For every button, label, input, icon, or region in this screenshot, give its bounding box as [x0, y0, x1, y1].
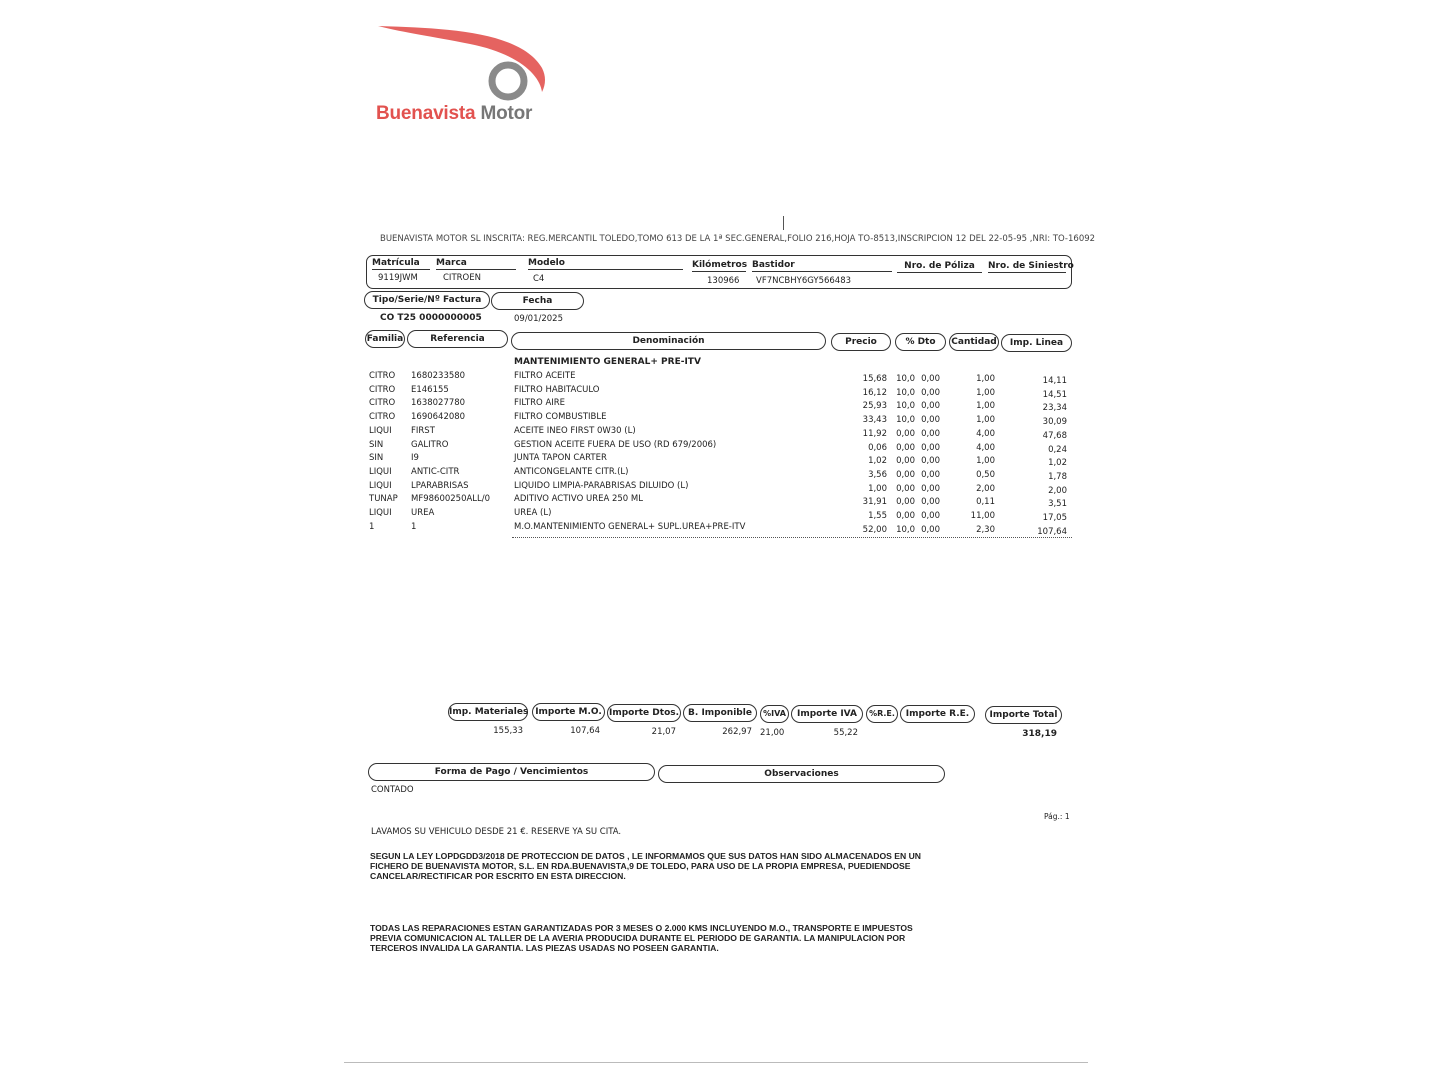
line-dto: 0,00 — [896, 497, 915, 508]
col-importe: Imp. Linea — [1001, 334, 1072, 352]
line-cantidad: 2,30 — [976, 524, 995, 535]
logo-word-1: Buenavista — [376, 103, 476, 124]
value-matricula: 9119JWM — [378, 273, 418, 283]
line-importe: 17,05 — [1042, 513, 1067, 523]
line-dto: 0,00 — [896, 456, 915, 467]
line-referencia: GALITRO — [411, 439, 449, 450]
line-familia: SIN — [369, 439, 384, 450]
line-denominacion: FILTRO ACEITE — [514, 371, 576, 381]
total-label-re-pct: %R.E. — [866, 705, 898, 723]
logo-swoosh — [378, 26, 545, 92]
logo-word-2: Motor — [480, 103, 533, 124]
invoice-date-label: Fecha — [491, 292, 584, 310]
line-familia: CITRO — [369, 412, 396, 423]
line-denominacion: FILTRO HABITACULO — [514, 384, 600, 395]
line-referencia: FIRST — [411, 425, 435, 436]
line-importe: 14,11 — [1042, 376, 1067, 386]
line-cantidad: 0,11 — [976, 497, 995, 508]
tick-mark — [783, 216, 784, 230]
line-precio: 33,43 — [862, 415, 887, 426]
registry-line: BUENAVISTA MOTOR SL INSCRITA: REG.MERCANTIL TOLEDO,TOMO 613 DE LA 1ª SEC.GENERAL,FOLIO 216,HOJA TO-8513,INSCRIPCION 12 DEL 22-05-95 ,NRI: TO-16092 — [380, 234, 1096, 244]
total-label-materiales: Imp. Materiales — [448, 703, 528, 721]
items-dotted-separator — [512, 537, 1072, 538]
header-marca: Marca — [436, 258, 516, 270]
line-denominacion: FILTRO AIRE — [514, 398, 566, 409]
line-cantidad: 0,50 — [976, 469, 995, 480]
line-dto2: 0,00 — [921, 511, 940, 521]
section-title: MANTENIMIENTO GENERAL+ PRE-ITV — [514, 357, 701, 367]
line-dto2: 0,00 — [921, 374, 940, 384]
value-marca: CITROEN — [443, 273, 481, 283]
line-referencia: UREA — [411, 508, 435, 518]
line-dto2: 0,00 — [921, 442, 940, 453]
line-precio: 16,12 — [862, 387, 887, 398]
line-familia: LIQUI — [369, 425, 392, 436]
total-value-iva: 55,22 — [833, 728, 858, 738]
line-precio: 0,06 — [868, 442, 887, 453]
line-denominacion: GESTION ACEITE FUERA DE USO (RD 679/2006) — [514, 439, 717, 450]
line-importe: 47,68 — [1042, 430, 1067, 441]
line-precio: 15,68 — [862, 374, 887, 384]
line-dto: 10,0 — [896, 401, 915, 412]
line-dto2: 0,00 — [921, 456, 940, 467]
line-familia: CITRO — [369, 384, 396, 395]
value-bastidor: VF7NCBHY6GY566483 — [756, 276, 852, 286]
privacy-line-3: CANCELAR/RECTIFICAR POR ESCRITO EN ESTA DIRECCION. — [370, 871, 626, 881]
line-dto: 0,00 — [896, 511, 915, 521]
warranty-line-2: PREVIA COMUNICACION AL TALLER DE LA AVERIA PRODUCIDA DURANTE EL PERIODO DE GARANTIA. LA MANIPULACION POR — [370, 933, 906, 943]
total-label-dtos: Importe Dtos. — [607, 704, 681, 722]
total-value-dtos: 21,07 — [651, 727, 676, 737]
line-cantidad: 4,00 — [976, 428, 995, 439]
invoice-type-label: Tipo/Serie/Nº Factura — [364, 291, 490, 309]
line-referencia: LPARABRISAS — [411, 480, 469, 491]
brand-logo-graphic — [370, 18, 560, 108]
line-dto: 10,0 — [896, 524, 915, 535]
line-dto: 0,00 — [896, 428, 915, 439]
scan-bottom-edge — [344, 1062, 1088, 1063]
header-km: Kilómetros — [692, 260, 748, 270]
invoice-date: 09/01/2025 — [514, 314, 563, 324]
line-familia: SIN — [369, 453, 384, 464]
line-importe: 14,51 — [1042, 389, 1067, 400]
line-denominacion: UREA (L) — [514, 508, 552, 518]
line-importe: 1,78 — [1048, 471, 1067, 482]
line-familia: LIQUI — [369, 466, 392, 477]
line-importe: 30,09 — [1042, 417, 1067, 428]
line-referencia: MF98600250ALL/0 — [411, 494, 491, 505]
promo-text: LAVAMOS SU VEHICULO DESDE 21 €. RESERVE YA SU CITA. — [371, 827, 622, 837]
line-referencia: E146155 — [411, 384, 449, 395]
privacy-line-2: FICHERO DE BUENAVISTA MOTOR, S.L. EN RDA.BUENAVISTA,9 DE TOLEDO, PARA USO DE LA PROPIA EMPRESA, PUEDIENDOSE — [370, 861, 911, 871]
total-value-iva-pct: 21,00 — [760, 728, 785, 738]
value-modelo: C4 — [533, 274, 545, 284]
line-dto: 10,0 — [896, 374, 915, 384]
line-familia: CITRO — [369, 371, 396, 381]
logo-ring — [492, 65, 524, 97]
total-value-base: 262,97 — [722, 727, 752, 737]
line-cantidad: 11,00 — [970, 511, 995, 521]
line-familia: LIQUI — [369, 480, 392, 491]
total-value-mo: 107,64 — [570, 726, 600, 736]
line-precio: 31,91 — [862, 497, 887, 508]
line-importe: 2,00 — [1048, 485, 1067, 496]
col-dto: % Dto — [895, 333, 946, 351]
invoice-number: CO T25 0000000005 — [380, 313, 482, 323]
line-cantidad: 2,00 — [976, 483, 995, 494]
line-precio: 25,93 — [862, 401, 887, 412]
total-label-iva-pct: %IVA — [760, 705, 789, 723]
line-denominacion: FILTRO COMBUSTIBLE — [514, 412, 607, 423]
line-referencia: I9 — [411, 453, 419, 464]
line-referencia: 1638027780 — [411, 398, 466, 409]
line-precio: 1,00 — [868, 483, 887, 494]
total-value-total: 318,19 — [1022, 729, 1057, 739]
total-label-total: Importe Total — [985, 706, 1062, 724]
line-referencia: 1680233580 — [411, 371, 466, 381]
total-label-iva: Importe IVA — [791, 705, 863, 723]
line-familia: LIQUI — [369, 508, 392, 518]
payment-label: Forma de Pago / Vencimientos — [368, 763, 655, 781]
line-importe: 1,02 — [1048, 458, 1067, 469]
header-siniestro: Nro. de Siniestro — [988, 261, 1074, 271]
header-poliza: Nro. de Póliza — [897, 261, 982, 273]
line-precio: 3,56 — [868, 469, 887, 480]
warranty-notice — [370, 923, 970, 953]
line-dto: 0,00 — [896, 442, 915, 453]
line-dto2: 0,00 — [921, 469, 940, 480]
line-denominacion: M.O.MANTENIMIENTO GENERAL+ SUPL.UREA+PRE-ITV — [514, 521, 746, 532]
col-cantidad: Cantidad — [949, 333, 999, 351]
col-denominacion: Denominación — [511, 332, 826, 350]
brand-logo-text — [376, 103, 532, 125]
header-modelo: Modelo — [528, 258, 683, 270]
line-dto2: 0,00 — [921, 387, 940, 398]
line-cantidad: 4,00 — [976, 442, 995, 453]
line-importe: 23,34 — [1042, 403, 1067, 414]
line-denominacion: ANTICONGELANTE CITR.(L) — [514, 466, 629, 477]
col-referencia: Referencia — [407, 330, 508, 348]
line-familia: CITRO — [369, 398, 396, 409]
observations-label: Observaciones — [658, 765, 945, 783]
line-precio: 1,55 — [868, 511, 887, 521]
total-label-base: B. Imponible — [683, 704, 757, 722]
header-matricula: Matrícula — [372, 258, 430, 270]
line-precio: 11,92 — [862, 428, 887, 439]
line-familia: 1 — [369, 521, 375, 532]
total-label-mo: Importe M.O. — [532, 703, 605, 721]
line-precio: 52,00 — [862, 524, 887, 535]
line-cantidad: 1,00 — [976, 374, 995, 384]
line-dto: 10,0 — [896, 415, 915, 426]
line-dto2: 0,00 — [921, 401, 940, 412]
privacy-line-1: SEGUN LA LEY LOPDGDD3/2018 DE PROTECCION DE DATOS , LE INFORMAMOS QUE SUS DATOS HAN SIDO ALMACENADOS EN UN — [370, 851, 922, 861]
payment-value: CONTADO — [371, 785, 414, 795]
total-label-re: Importe R.E. — [900, 705, 975, 723]
line-dto: 10,0 — [896, 387, 915, 398]
line-importe: 3,51 — [1048, 499, 1067, 510]
line-referencia: 1 — [411, 521, 417, 532]
line-importe: 0,24 — [1048, 444, 1067, 455]
line-dto: 0,00 — [896, 483, 915, 494]
line-cantidad: 1,00 — [976, 456, 995, 467]
line-denominacion: LIQUIDO LIMPIA-PARABRISAS DILUIDO (L) — [514, 480, 689, 491]
line-cantidad: 1,00 — [976, 415, 995, 426]
line-importe: 107,64 — [1037, 526, 1067, 537]
line-denominacion: ADITIVO ACTIVO UREA 250 ML — [514, 494, 643, 505]
line-cantidad: 1,00 — [976, 387, 995, 398]
line-dto: 0,00 — [896, 469, 915, 480]
line-familia: TUNAP — [369, 494, 398, 505]
line-referencia: ANTIC-CITR — [411, 466, 460, 477]
value-km: 130966 — [707, 276, 740, 286]
line-dto2: 0,00 — [921, 524, 940, 535]
warranty-line-1: TODAS LAS REPARACIONES ESTAN GARANTIZADAS POR 3 MESES O 2.000 KMS INCLUYENDO M.O., TRANSPORTE E IMPUESTOS — [370, 923, 913, 933]
header-bastidor: Bastidor — [752, 260, 892, 272]
page-number: Pág.: 1 — [1044, 812, 1070, 821]
warranty-line-3: TERCEROS INVALIDA LA GARANTIA. LAS PIEZAS USADAS NO POSEEN GARANTIA. — [370, 943, 719, 953]
col-familia: Familia — [365, 330, 405, 348]
line-referencia: 1690642080 — [411, 412, 466, 423]
line-dto2: 0,00 — [921, 497, 940, 508]
line-dto2: 0,00 — [921, 483, 940, 494]
line-dto2: 0,00 — [921, 428, 940, 439]
total-value-materiales: 155,33 — [493, 726, 523, 736]
line-precio: 1,02 — [868, 456, 887, 467]
col-precio: Precio — [831, 333, 891, 351]
line-dto2: 0,00 — [921, 415, 940, 426]
line-denominacion: JUNTA TAPON CARTER — [514, 453, 607, 464]
line-denominacion: ACEITE INEO FIRST 0W30 (L) — [514, 425, 636, 436]
privacy-notice — [370, 851, 970, 881]
line-cantidad: 1,00 — [976, 401, 995, 412]
